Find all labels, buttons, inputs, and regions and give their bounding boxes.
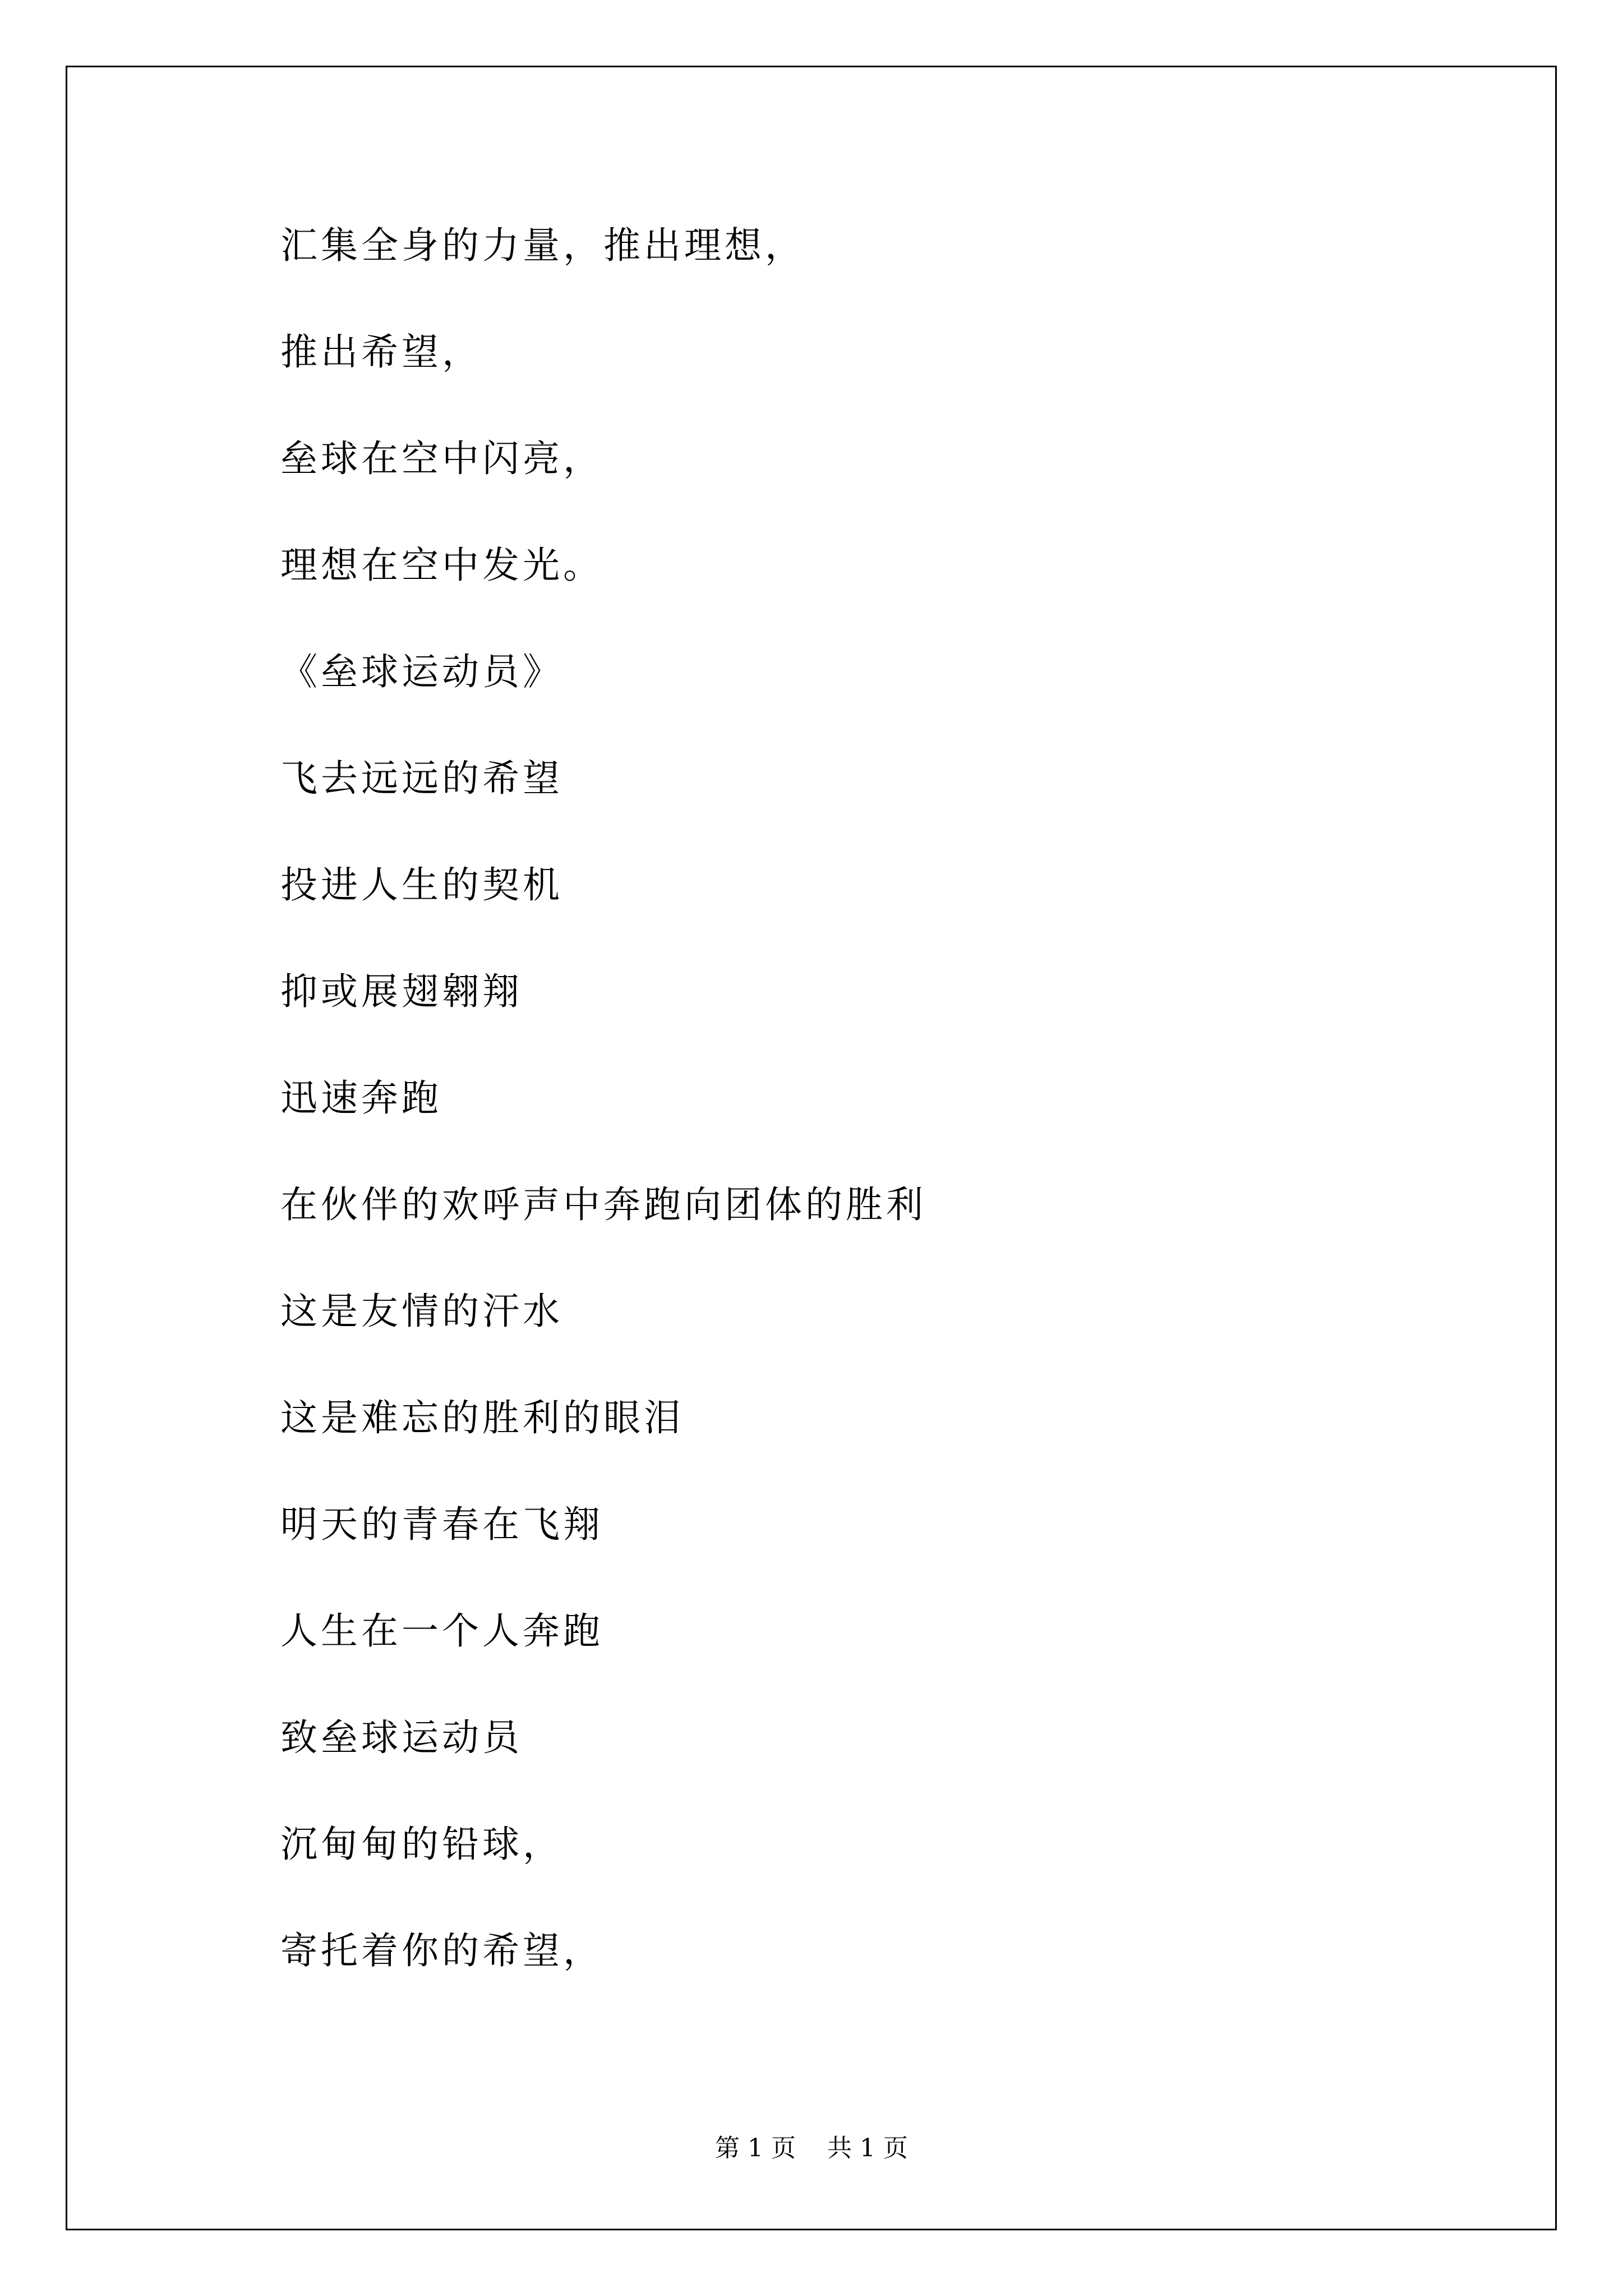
- text-line: 明天的青春在飞翔: [280, 1503, 603, 1546]
- page-border: [66, 66, 1557, 2230]
- text-line: 寄托着你的希望，: [280, 1929, 603, 1972]
- text-line: 这是难忘的胜利的眼泪: [280, 1396, 684, 1439]
- text-line: 理想在空中发光。: [280, 544, 603, 587]
- page-number-footer: 第 1 页 共 1 页: [715, 2134, 908, 2162]
- text-line: 迅速奔跑: [280, 1076, 442, 1120]
- text-line: 汇集全身的力量，推出理想，: [280, 224, 805, 267]
- poem-title: 《垒球运动员》: [280, 650, 563, 693]
- text-line: 投进人生的契机: [280, 863, 563, 907]
- text-line: 垒球在空中闪亮，: [280, 437, 603, 480]
- text-line: 在伙伴的欢呼声中奔跑向团体的胜利: [280, 1183, 926, 1226]
- text-line: 抑或展翅翱翔: [280, 970, 523, 1013]
- text-line: 沉甸甸的铅球，: [280, 1823, 563, 1866]
- text-line: 推出希望，: [280, 330, 482, 374]
- text-line: 飞去远远的希望: [280, 757, 563, 800]
- text-line: 这是友情的汗水: [280, 1290, 563, 1333]
- text-line: 人生在一个人奔跑: [280, 1609, 603, 1653]
- section-heading: 致垒球运动员: [280, 1716, 523, 1759]
